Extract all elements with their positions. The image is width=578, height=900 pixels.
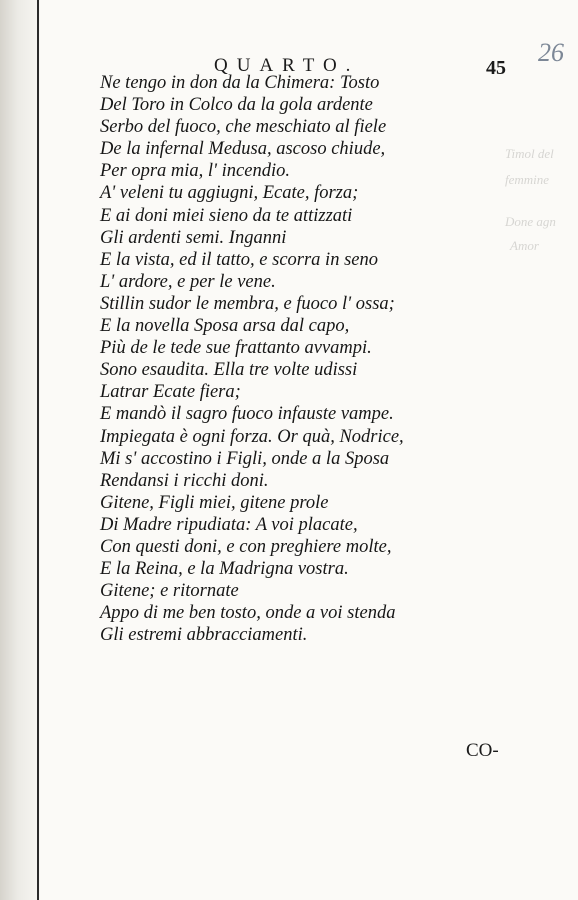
verse-line: Di Madre ripudiata: A voi placate, bbox=[100, 514, 358, 535]
verse-line: L' ardore, e per le vene. bbox=[100, 271, 276, 292]
verse-line: E ai doni miei sieno da te attizzati bbox=[100, 205, 353, 226]
verse-line: E la novella Sposa arsa dal capo, bbox=[100, 316, 350, 337]
show-through-text: Amor bbox=[510, 238, 539, 253]
running-head: QUARTO. bbox=[214, 55, 360, 76]
verse-line: Ne tengo in don da la Chimera: Tosto bbox=[100, 73, 380, 93]
show-through-text: Done agn bbox=[505, 214, 556, 229]
verse-line: A' veleni tu aggiugni, Ecate, forza; bbox=[100, 183, 359, 204]
verse-line: Gitene; e ritornate bbox=[100, 581, 239, 602]
verse-line: Gli estremi abbracciamenti. bbox=[100, 625, 308, 646]
page-number: 45 bbox=[486, 57, 506, 79]
verse-line: Per opra mia, l' incendio. bbox=[100, 161, 290, 182]
verse-line: Sono esaudita. Ella tre volte udissi bbox=[100, 360, 358, 381]
verse-line: Stillin sudor le membra, e fuoco l' ossa; bbox=[100, 293, 395, 314]
show-through-text: Timol del bbox=[505, 146, 554, 161]
binding-edge-line bbox=[37, 0, 39, 900]
verse-block bbox=[100, 72, 404, 646]
verse-line: E la vista, ed il tatto, e scorra in seno bbox=[100, 249, 378, 270]
verse-line: Più de le tede sue frattanto avvampi. bbox=[100, 338, 372, 359]
page-gutter bbox=[0, 0, 40, 900]
verse-line: Gitene, Figli miei, gitene prole bbox=[100, 492, 329, 513]
verse-line: Appo di me ben tosto, onde a voi stenda bbox=[100, 603, 396, 624]
verse-line: Mi s' accostino i Figli, onde a la Sposa bbox=[100, 448, 390, 469]
verse-line: Latrar Ecate fiera; bbox=[100, 382, 241, 403]
verse-line: Impiegata è ogni forza. Or quà, Nodrice, bbox=[100, 426, 404, 447]
verse-line: Serbo del fuoco, che meschiato al fiele bbox=[100, 117, 387, 138]
handwritten-annotation: 26 bbox=[538, 38, 564, 67]
verse-line: E la Reina, e la Madrigna vostra. bbox=[100, 559, 349, 580]
verse-line: Rendansi i ricchi doni. bbox=[100, 470, 269, 491]
verse-line: Del Toro in Colco da la gola ardente bbox=[100, 95, 373, 116]
verse-line: E mandò il sagro fuoco infauste vampe. bbox=[100, 404, 394, 425]
verse-line: De la infernal Medusa, ascoso chiude, bbox=[100, 139, 386, 160]
catchword: CO- bbox=[466, 740, 499, 761]
verse-line: Con questi doni, e con preghiere molte, bbox=[100, 536, 392, 557]
show-through-text: femmine bbox=[505, 172, 550, 187]
verse-line: Gli ardenti semi. Inganni bbox=[100, 227, 287, 248]
